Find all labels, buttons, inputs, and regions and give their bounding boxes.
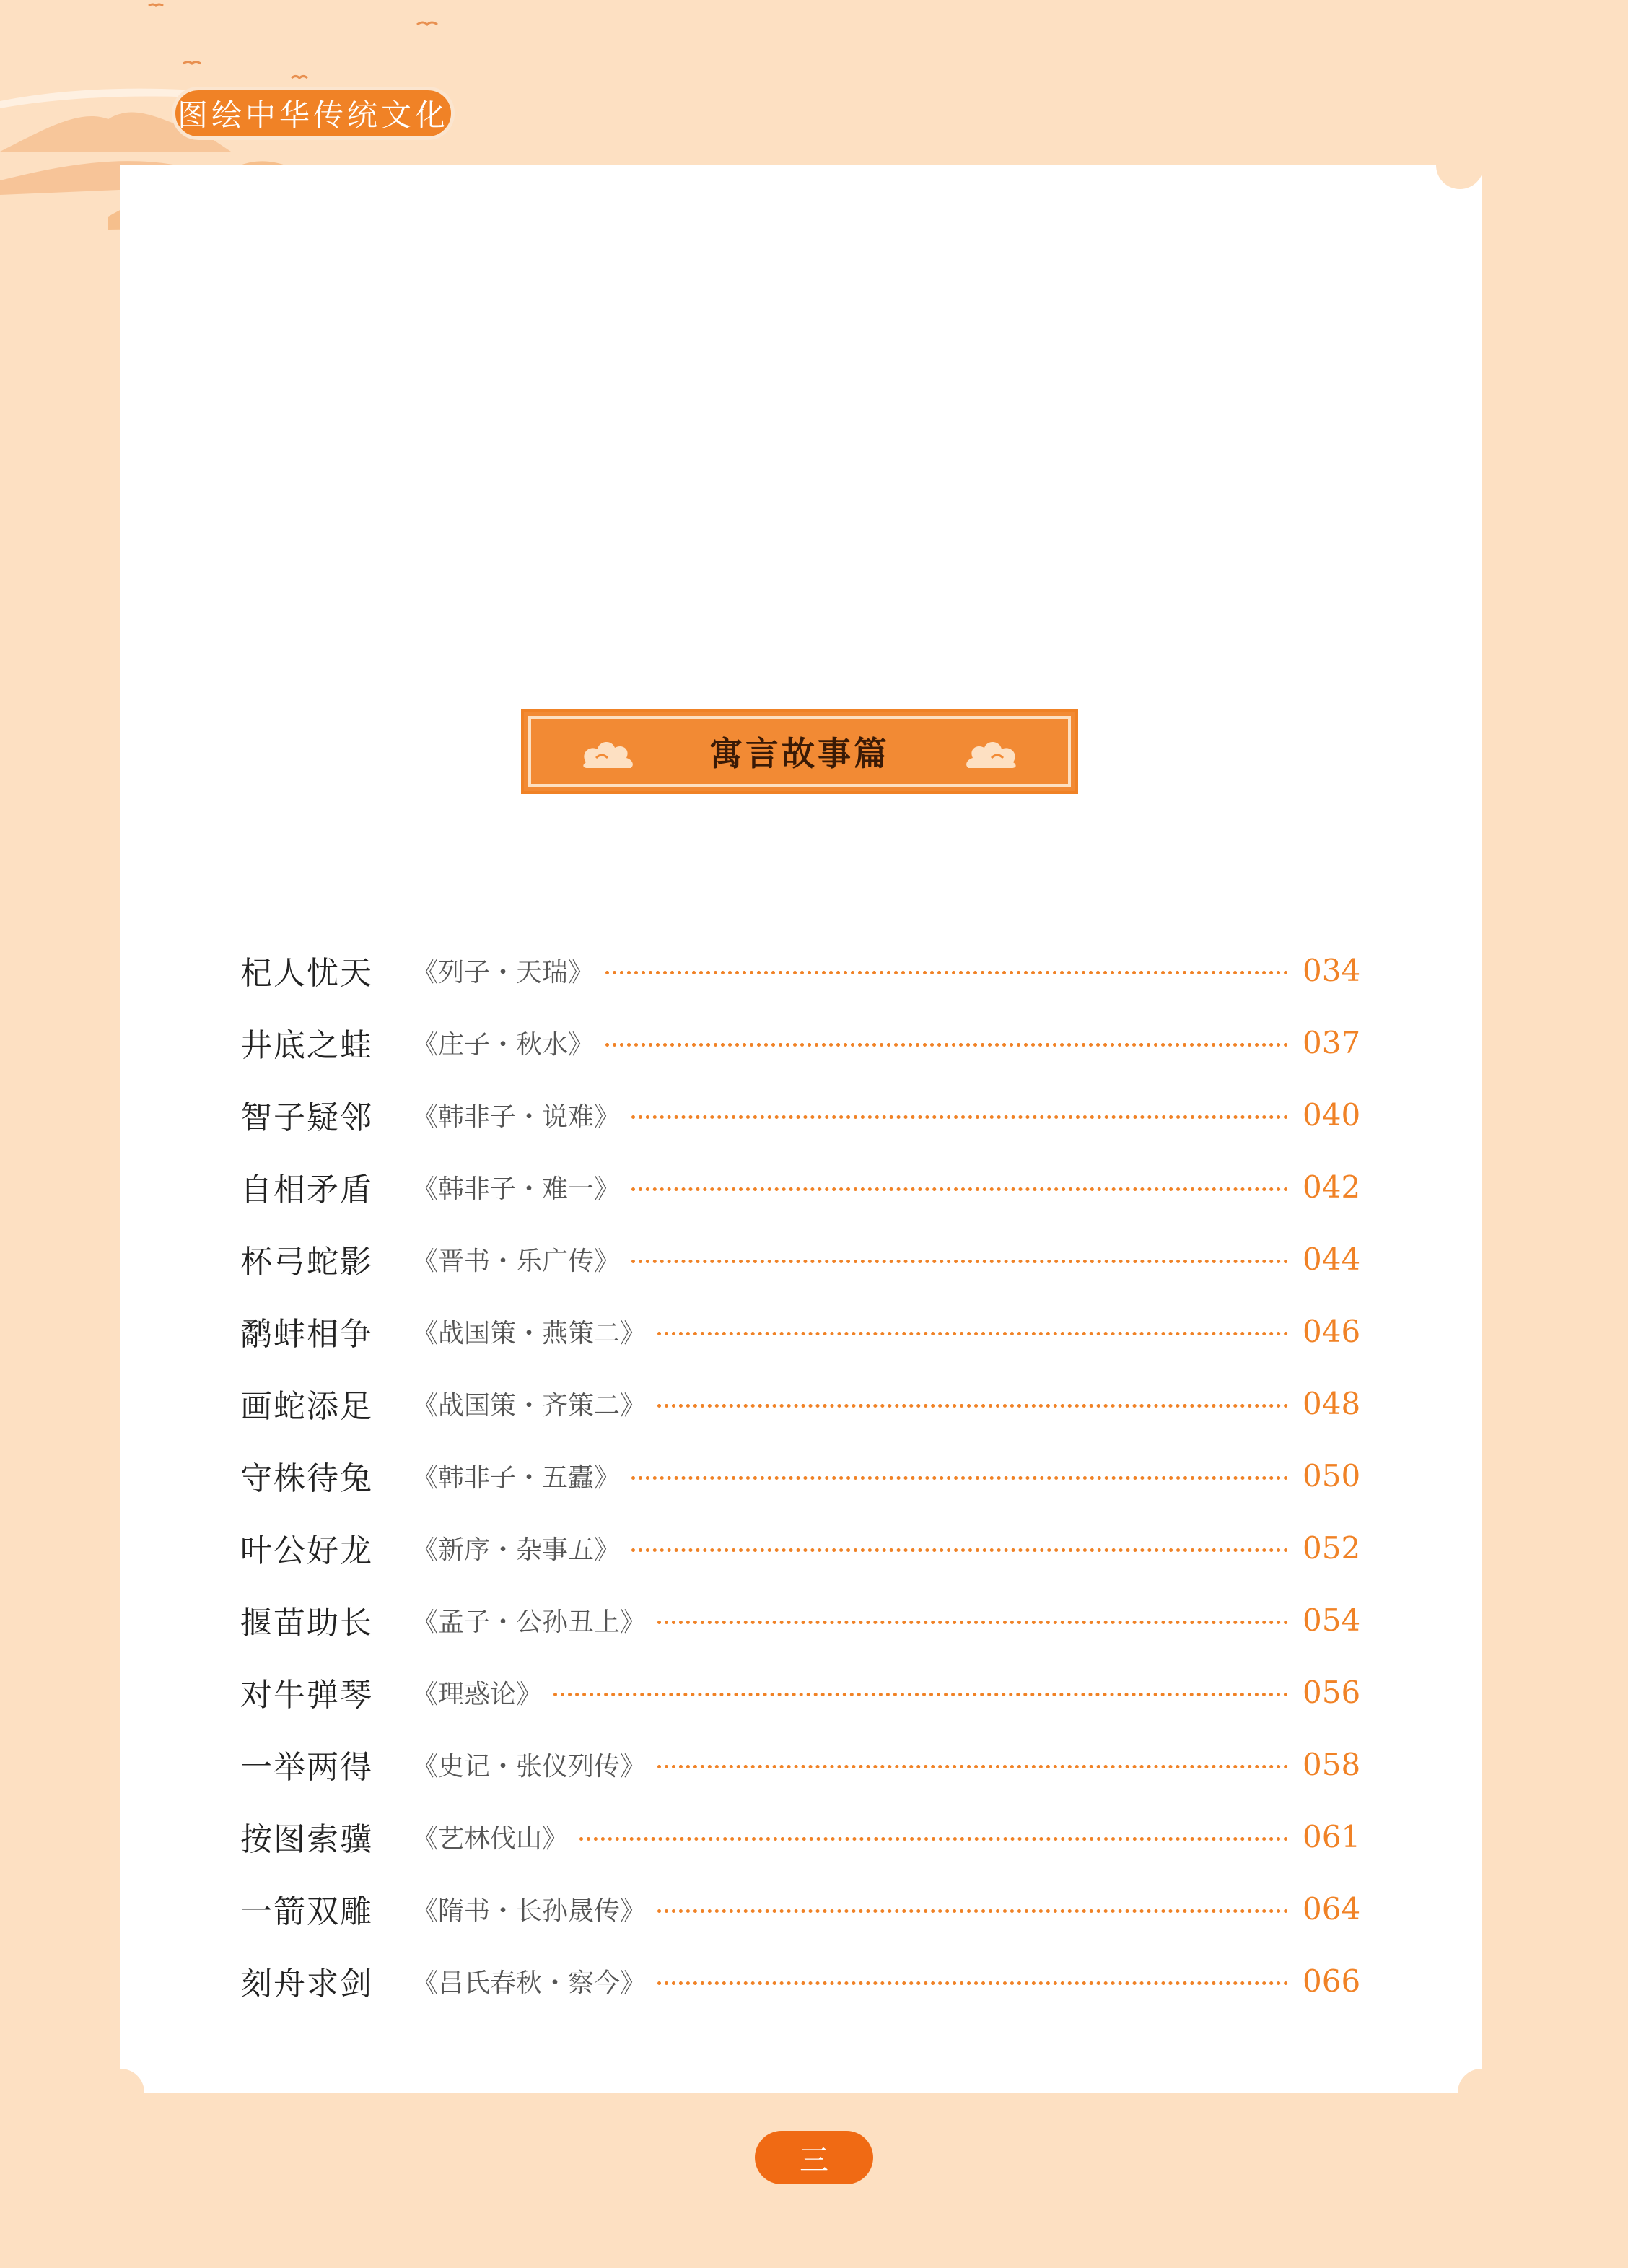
toc-entry[interactable] [240,1800,1360,1872]
toc-entry-title: 对牛弹琴 [240,1677,373,1714]
toc-entry-title: 杯弓蛇影 [240,1244,373,1281]
toc-entry-page: 066 [1303,1963,1361,1999]
toc-entry-source: 《战国策・燕策二》 [412,1318,647,1348]
toc-entry-title: 井底之蛙 [240,1027,373,1064]
toc-entry-source: 《列子・天瑞》 [412,957,595,987]
toc-entry-title: 一箭双雕 [240,1893,373,1930]
dot-leader [657,1981,1288,1985]
panel-corner [1436,141,1484,189]
panel-corner [1458,2069,1505,2116]
toc-entry-page: 034 [1303,952,1361,988]
bird-icon [149,4,437,78]
panel-corner [97,2069,144,2116]
toc-entry-page: 048 [1303,1385,1361,1421]
toc-entry[interactable] [240,1945,1360,2017]
toc-entry-page: 037 [1303,1024,1361,1060]
toc-entry-source: 《艺林伐山》 [412,1823,569,1854]
toc-entry-title: 智子疑邻 [240,1099,373,1136]
page-number-badge: 三 [755,2131,873,2184]
toc-entry[interactable] [240,1512,1360,1584]
toc-entry-page: 064 [1303,1890,1361,1927]
toc-entry-page: 046 [1303,1313,1361,1349]
dot-leader [631,1260,1288,1263]
toc-entry-source: 《韩非子・五蠹》 [412,1462,621,1493]
dot-leader [605,1043,1288,1047]
dot-leader [605,971,1288,974]
section-banner [521,709,1078,794]
toc-entry[interactable] [240,934,1360,1006]
toc-entry-source: 《隋书・长孙晟传》 [412,1896,647,1926]
toc-entry-page: 042 [1303,1169,1361,1205]
dot-leader [657,1765,1288,1768]
series-title: 图绘中华传统文化 [172,87,455,140]
toc-entry-source: 《孟子・公孙丑上》 [412,1607,647,1637]
dot-leader [657,1332,1288,1335]
dot-leader [657,1909,1288,1913]
toc-entry-title: 按图索骥 [240,1821,373,1858]
section-title: 寓言故事篇 [709,734,890,773]
dot-leader [553,1693,1288,1696]
toc-entry-page: 061 [1303,1818,1361,1854]
toc-entry-title: 杞人忧天 [240,955,373,992]
dot-leader [657,1404,1288,1408]
toc-entry-title: 自相矛盾 [240,1172,373,1208]
toc-entry-title: 叶公好龙 [240,1532,373,1569]
toc-entry-page: 052 [1303,1530,1361,1566]
dot-leader [657,1621,1288,1624]
dot-leader [631,1476,1288,1480]
toc-entry[interactable] [240,1728,1360,1800]
toc-entry-title: 画蛇添足 [240,1388,373,1425]
toc-entry-page: 040 [1303,1096,1361,1133]
toc-entry[interactable] [240,1584,1360,1656]
toc-entry-title: 鹬蚌相争 [240,1316,373,1353]
cloud-icon [961,733,1019,774]
toc-entry[interactable] [240,1151,1360,1223]
toc-entry-title: 一举两得 [240,1749,373,1786]
toc-entry[interactable] [240,1006,1360,1078]
cloud-icon [580,733,638,774]
toc-entry-source: 《韩非子・难一》 [412,1174,621,1204]
dot-leader [631,1115,1288,1119]
toc-entry-page: 056 [1303,1674,1361,1710]
toc-entry[interactable] [240,1078,1360,1151]
toc-entry-source: 《战国策・齐策二》 [412,1390,647,1421]
toc-entry-source: 《庄子・秋水》 [412,1029,595,1060]
toc-entry[interactable] [240,1295,1360,1367]
toc-entry-page: 050 [1303,1457,1361,1493]
toc-entry-page: 058 [1303,1746,1361,1782]
toc-entry[interactable] [240,1367,1360,1439]
toc-entry-source: 《韩非子・说难》 [412,1102,621,1132]
dot-leader [631,1548,1288,1552]
toc-entry-title: 刻舟求剑 [240,1966,373,2002]
toc-entry-source: 《理惑论》 [412,1679,543,1709]
toc-entry[interactable] [240,1439,1360,1512]
toc-entry[interactable] [240,1872,1360,1945]
toc-entry-title: 守株待兔 [240,1460,373,1497]
toc-entry-page: 054 [1303,1602,1361,1638]
toc-entry-source: 《吕氏春秋・察今》 [412,1968,647,1998]
dot-leader [631,1187,1288,1191]
toc-entry-page: 044 [1303,1241,1361,1277]
table-of-contents [240,934,1360,2017]
toc-entry-source: 《新序・杂事五》 [412,1535,621,1565]
dot-leader [579,1837,1288,1841]
toc-entry[interactable] [240,1656,1360,1728]
toc-entry[interactable] [240,1223,1360,1295]
toc-entry-title: 揠苗助长 [240,1605,373,1641]
toc-entry-source: 《史记・张仪列传》 [412,1751,647,1781]
toc-entry-source: 《晋书・乐广传》 [412,1246,621,1276]
